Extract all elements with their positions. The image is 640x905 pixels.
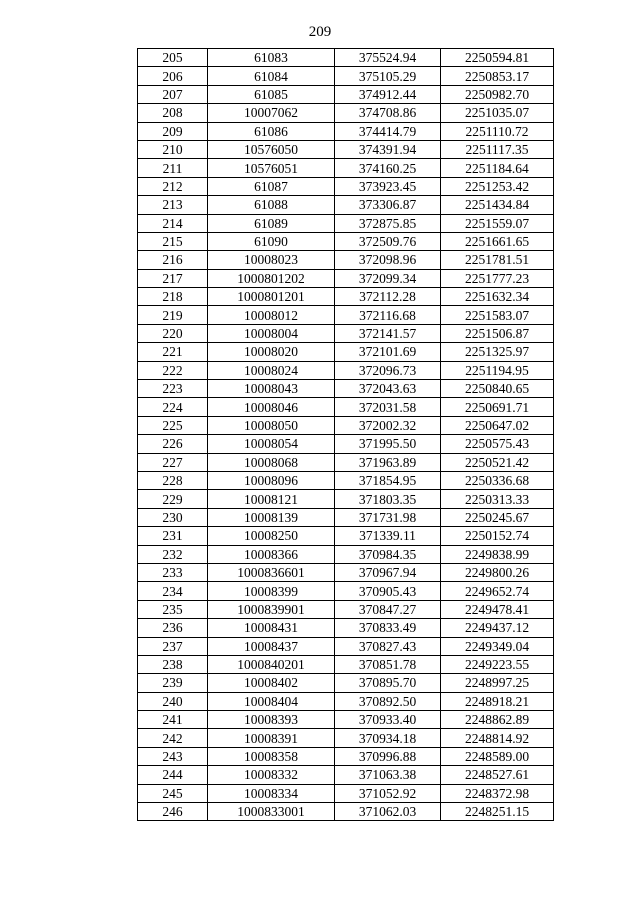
table-row xyxy=(138,600,554,618)
x-coordinate-cell: 372096.73 xyxy=(335,361,441,379)
y-coordinate-cell: 2251559.07 xyxy=(441,214,554,232)
point-id-cell: 1000801201 xyxy=(208,288,335,306)
table-row xyxy=(138,747,554,765)
y-coordinate-cell: 2249223.55 xyxy=(441,655,554,673)
y-coordinate-cell: 2250245.67 xyxy=(441,508,554,526)
point-id-cell: 10008068 xyxy=(208,453,335,471)
point-id-cell: 10008121 xyxy=(208,490,335,508)
row-index-cell: 210 xyxy=(138,140,208,158)
row-index-cell: 246 xyxy=(138,803,208,821)
table-row xyxy=(138,563,554,581)
table-row xyxy=(138,508,554,526)
point-id-cell: 61088 xyxy=(208,196,335,214)
y-coordinate-cell: 2251632.34 xyxy=(441,288,554,306)
row-index-cell: 235 xyxy=(138,600,208,618)
row-index-cell: 239 xyxy=(138,674,208,692)
x-coordinate-cell: 370996.88 xyxy=(335,747,441,765)
table-row xyxy=(138,196,554,214)
table-row xyxy=(138,416,554,434)
x-coordinate-cell: 370847.27 xyxy=(335,600,441,618)
row-index-cell: 225 xyxy=(138,416,208,434)
y-coordinate-cell: 2249437.12 xyxy=(441,619,554,637)
row-index-cell: 228 xyxy=(138,471,208,489)
x-coordinate-cell: 372098.96 xyxy=(335,251,441,269)
point-id-cell: 1000840201 xyxy=(208,655,335,673)
point-id-cell: 10008004 xyxy=(208,324,335,342)
x-coordinate-cell: 370827.43 xyxy=(335,637,441,655)
y-coordinate-cell: 2251661.65 xyxy=(441,232,554,250)
row-index-cell: 222 xyxy=(138,361,208,379)
table-row xyxy=(138,232,554,250)
row-index-cell: 208 xyxy=(138,104,208,122)
row-index-cell: 238 xyxy=(138,655,208,673)
point-id-cell: 1000833001 xyxy=(208,803,335,821)
y-coordinate-cell: 2248589.00 xyxy=(441,747,554,765)
y-coordinate-cell: 2249838.99 xyxy=(441,545,554,563)
table-row xyxy=(138,251,554,269)
table-row xyxy=(138,122,554,140)
point-id-cell: 10008391 xyxy=(208,729,335,747)
table-row xyxy=(138,784,554,802)
table-row xyxy=(138,398,554,416)
point-id-cell: 10576051 xyxy=(208,159,335,177)
row-index-cell: 245 xyxy=(138,784,208,802)
point-id-cell: 10008012 xyxy=(208,306,335,324)
y-coordinate-cell: 2249800.26 xyxy=(441,563,554,581)
y-coordinate-cell: 2250853.17 xyxy=(441,67,554,85)
table-row xyxy=(138,453,554,471)
x-coordinate-cell: 371339.11 xyxy=(335,527,441,545)
table-row xyxy=(138,711,554,729)
row-index-cell: 242 xyxy=(138,729,208,747)
x-coordinate-cell: 370833.49 xyxy=(335,619,441,637)
x-coordinate-cell: 372002.32 xyxy=(335,416,441,434)
y-coordinate-cell: 2251035.07 xyxy=(441,104,554,122)
table-row xyxy=(138,214,554,232)
row-index-cell: 237 xyxy=(138,637,208,655)
point-id-cell: 10008046 xyxy=(208,398,335,416)
row-index-cell: 224 xyxy=(138,398,208,416)
point-id-cell: 10008096 xyxy=(208,471,335,489)
row-index-cell: 229 xyxy=(138,490,208,508)
point-id-cell: 10008358 xyxy=(208,747,335,765)
x-coordinate-cell: 374391.94 xyxy=(335,140,441,158)
x-coordinate-cell: 370984.35 xyxy=(335,545,441,563)
y-coordinate-cell: 2250982.70 xyxy=(441,85,554,103)
row-index-cell: 230 xyxy=(138,508,208,526)
table-row xyxy=(138,803,554,821)
table-row xyxy=(138,674,554,692)
y-coordinate-cell: 2251583.07 xyxy=(441,306,554,324)
coordinates-table xyxy=(137,48,554,821)
row-index-cell: 244 xyxy=(138,766,208,784)
point-id-cell: 1000836601 xyxy=(208,563,335,581)
row-index-cell: 206 xyxy=(138,67,208,85)
y-coordinate-cell: 2251777.23 xyxy=(441,269,554,287)
y-coordinate-cell: 2248862.89 xyxy=(441,711,554,729)
y-coordinate-cell: 2250521.42 xyxy=(441,453,554,471)
y-coordinate-cell: 2251253.42 xyxy=(441,177,554,195)
table-row xyxy=(138,655,554,673)
y-coordinate-cell: 2250647.02 xyxy=(441,416,554,434)
table-row xyxy=(138,582,554,600)
row-index-cell: 233 xyxy=(138,563,208,581)
y-coordinate-cell: 2250691.71 xyxy=(441,398,554,416)
page-number: 209 xyxy=(308,24,332,40)
point-id-cell: 61089 xyxy=(208,214,335,232)
coordinates-table-body xyxy=(138,49,554,821)
row-index-cell: 218 xyxy=(138,288,208,306)
point-id-cell: 10008334 xyxy=(208,784,335,802)
table-row xyxy=(138,766,554,784)
row-index-cell: 227 xyxy=(138,453,208,471)
x-coordinate-cell: 371963.89 xyxy=(335,453,441,471)
y-coordinate-cell: 2251117.35 xyxy=(441,140,554,158)
y-coordinate-cell: 2249478.41 xyxy=(441,600,554,618)
x-coordinate-cell: 375524.94 xyxy=(335,49,441,67)
y-coordinate-cell: 2250575.43 xyxy=(441,435,554,453)
x-coordinate-cell: 370905.43 xyxy=(335,582,441,600)
y-coordinate-cell: 2250840.65 xyxy=(441,380,554,398)
table-row xyxy=(138,140,554,158)
x-coordinate-cell: 371052.92 xyxy=(335,784,441,802)
table-row xyxy=(138,306,554,324)
row-index-cell: 220 xyxy=(138,324,208,342)
row-index-cell: 212 xyxy=(138,177,208,195)
table-row xyxy=(138,527,554,545)
y-coordinate-cell: 2248997.25 xyxy=(441,674,554,692)
point-id-cell: 10008399 xyxy=(208,582,335,600)
point-id-cell: 10008393 xyxy=(208,711,335,729)
x-coordinate-cell: 374912.44 xyxy=(335,85,441,103)
x-coordinate-cell: 372509.76 xyxy=(335,232,441,250)
row-index-cell: 217 xyxy=(138,269,208,287)
y-coordinate-cell: 2248251.15 xyxy=(441,803,554,821)
x-coordinate-cell: 370851.78 xyxy=(335,655,441,673)
x-coordinate-cell: 370934.18 xyxy=(335,729,441,747)
x-coordinate-cell: 370895.70 xyxy=(335,674,441,692)
table-row xyxy=(138,49,554,67)
table-row xyxy=(138,545,554,563)
x-coordinate-cell: 371803.35 xyxy=(335,490,441,508)
x-coordinate-cell: 370967.94 xyxy=(335,563,441,581)
point-id-cell: 10008043 xyxy=(208,380,335,398)
x-coordinate-cell: 370892.50 xyxy=(335,692,441,710)
row-index-cell: 236 xyxy=(138,619,208,637)
row-index-cell: 240 xyxy=(138,692,208,710)
point-id-cell: 61084 xyxy=(208,67,335,85)
table-row xyxy=(138,324,554,342)
x-coordinate-cell: 375105.29 xyxy=(335,67,441,85)
y-coordinate-cell: 2250336.68 xyxy=(441,471,554,489)
x-coordinate-cell: 371063.38 xyxy=(335,766,441,784)
y-coordinate-cell: 2251184.64 xyxy=(441,159,554,177)
y-coordinate-cell: 2248814.92 xyxy=(441,729,554,747)
y-coordinate-cell: 2250313.33 xyxy=(441,490,554,508)
x-coordinate-cell: 373306.87 xyxy=(335,196,441,214)
x-coordinate-cell: 372875.85 xyxy=(335,214,441,232)
y-coordinate-cell: 2251194.95 xyxy=(441,361,554,379)
x-coordinate-cell: 373923.45 xyxy=(335,177,441,195)
point-id-cell: 10008054 xyxy=(208,435,335,453)
table-row xyxy=(138,177,554,195)
point-id-cell: 61087 xyxy=(208,177,335,195)
y-coordinate-cell: 2251506.87 xyxy=(441,324,554,342)
row-index-cell: 234 xyxy=(138,582,208,600)
row-index-cell: 216 xyxy=(138,251,208,269)
point-id-cell: 61086 xyxy=(208,122,335,140)
x-coordinate-cell: 371854.95 xyxy=(335,471,441,489)
row-index-cell: 205 xyxy=(138,49,208,67)
table-row xyxy=(138,343,554,361)
point-id-cell: 10007062 xyxy=(208,104,335,122)
row-index-cell: 213 xyxy=(138,196,208,214)
row-index-cell: 211 xyxy=(138,159,208,177)
x-coordinate-cell: 372112.28 xyxy=(335,288,441,306)
point-id-cell: 61090 xyxy=(208,232,335,250)
point-id-cell: 10008437 xyxy=(208,637,335,655)
point-id-cell: 61085 xyxy=(208,85,335,103)
table-row xyxy=(138,435,554,453)
x-coordinate-cell: 374708.86 xyxy=(335,104,441,122)
y-coordinate-cell: 2251110.72 xyxy=(441,122,554,140)
table-row xyxy=(138,67,554,85)
x-coordinate-cell: 372141.57 xyxy=(335,324,441,342)
y-coordinate-cell: 2251781.51 xyxy=(441,251,554,269)
x-coordinate-cell: 372031.58 xyxy=(335,398,441,416)
x-coordinate-cell: 371731.98 xyxy=(335,508,441,526)
y-coordinate-cell: 2248372.98 xyxy=(441,784,554,802)
row-index-cell: 219 xyxy=(138,306,208,324)
point-id-cell: 10008020 xyxy=(208,343,335,361)
x-coordinate-cell: 374414.79 xyxy=(335,122,441,140)
point-id-cell: 10008023 xyxy=(208,251,335,269)
point-id-cell: 10008139 xyxy=(208,508,335,526)
row-index-cell: 209 xyxy=(138,122,208,140)
table-row xyxy=(138,637,554,655)
x-coordinate-cell: 370933.40 xyxy=(335,711,441,729)
row-index-cell: 232 xyxy=(138,545,208,563)
y-coordinate-cell: 2250152.74 xyxy=(441,527,554,545)
y-coordinate-cell: 2251325.97 xyxy=(441,343,554,361)
table-row xyxy=(138,104,554,122)
table-row xyxy=(138,471,554,489)
table-row xyxy=(138,692,554,710)
x-coordinate-cell: 371995.50 xyxy=(335,435,441,453)
table-row xyxy=(138,380,554,398)
table-row xyxy=(138,361,554,379)
row-index-cell: 231 xyxy=(138,527,208,545)
point-id-cell: 10576050 xyxy=(208,140,335,158)
point-id-cell: 10008431 xyxy=(208,619,335,637)
point-id-cell: 10008366 xyxy=(208,545,335,563)
y-coordinate-cell: 2248527.61 xyxy=(441,766,554,784)
x-coordinate-cell: 374160.25 xyxy=(335,159,441,177)
point-id-cell: 10008332 xyxy=(208,766,335,784)
table-row xyxy=(138,159,554,177)
table-row xyxy=(138,85,554,103)
y-coordinate-cell: 2249652.74 xyxy=(441,582,554,600)
row-index-cell: 243 xyxy=(138,747,208,765)
row-index-cell: 221 xyxy=(138,343,208,361)
table-row xyxy=(138,490,554,508)
x-coordinate-cell: 372043.63 xyxy=(335,380,441,398)
table-row xyxy=(138,288,554,306)
x-coordinate-cell: 371062.03 xyxy=(335,803,441,821)
row-index-cell: 215 xyxy=(138,232,208,250)
point-id-cell: 61083 xyxy=(208,49,335,67)
point-id-cell: 10008250 xyxy=(208,527,335,545)
x-coordinate-cell: 372099.34 xyxy=(335,269,441,287)
point-id-cell: 10008404 xyxy=(208,692,335,710)
table-row xyxy=(138,269,554,287)
point-id-cell: 10008050 xyxy=(208,416,335,434)
row-index-cell: 214 xyxy=(138,214,208,232)
point-id-cell: 10008024 xyxy=(208,361,335,379)
table-row xyxy=(138,729,554,747)
table-row xyxy=(138,619,554,637)
row-index-cell: 223 xyxy=(138,380,208,398)
row-index-cell: 241 xyxy=(138,711,208,729)
row-index-cell: 207 xyxy=(138,85,208,103)
point-id-cell: 1000801202 xyxy=(208,269,335,287)
point-id-cell: 10008402 xyxy=(208,674,335,692)
y-coordinate-cell: 2248918.21 xyxy=(441,692,554,710)
row-index-cell: 226 xyxy=(138,435,208,453)
point-id-cell: 1000839901 xyxy=(208,600,335,618)
y-coordinate-cell: 2251434.84 xyxy=(441,196,554,214)
x-coordinate-cell: 372116.68 xyxy=(335,306,441,324)
y-coordinate-cell: 2250594.81 xyxy=(441,49,554,67)
x-coordinate-cell: 372101.69 xyxy=(335,343,441,361)
y-coordinate-cell: 2249349.04 xyxy=(441,637,554,655)
